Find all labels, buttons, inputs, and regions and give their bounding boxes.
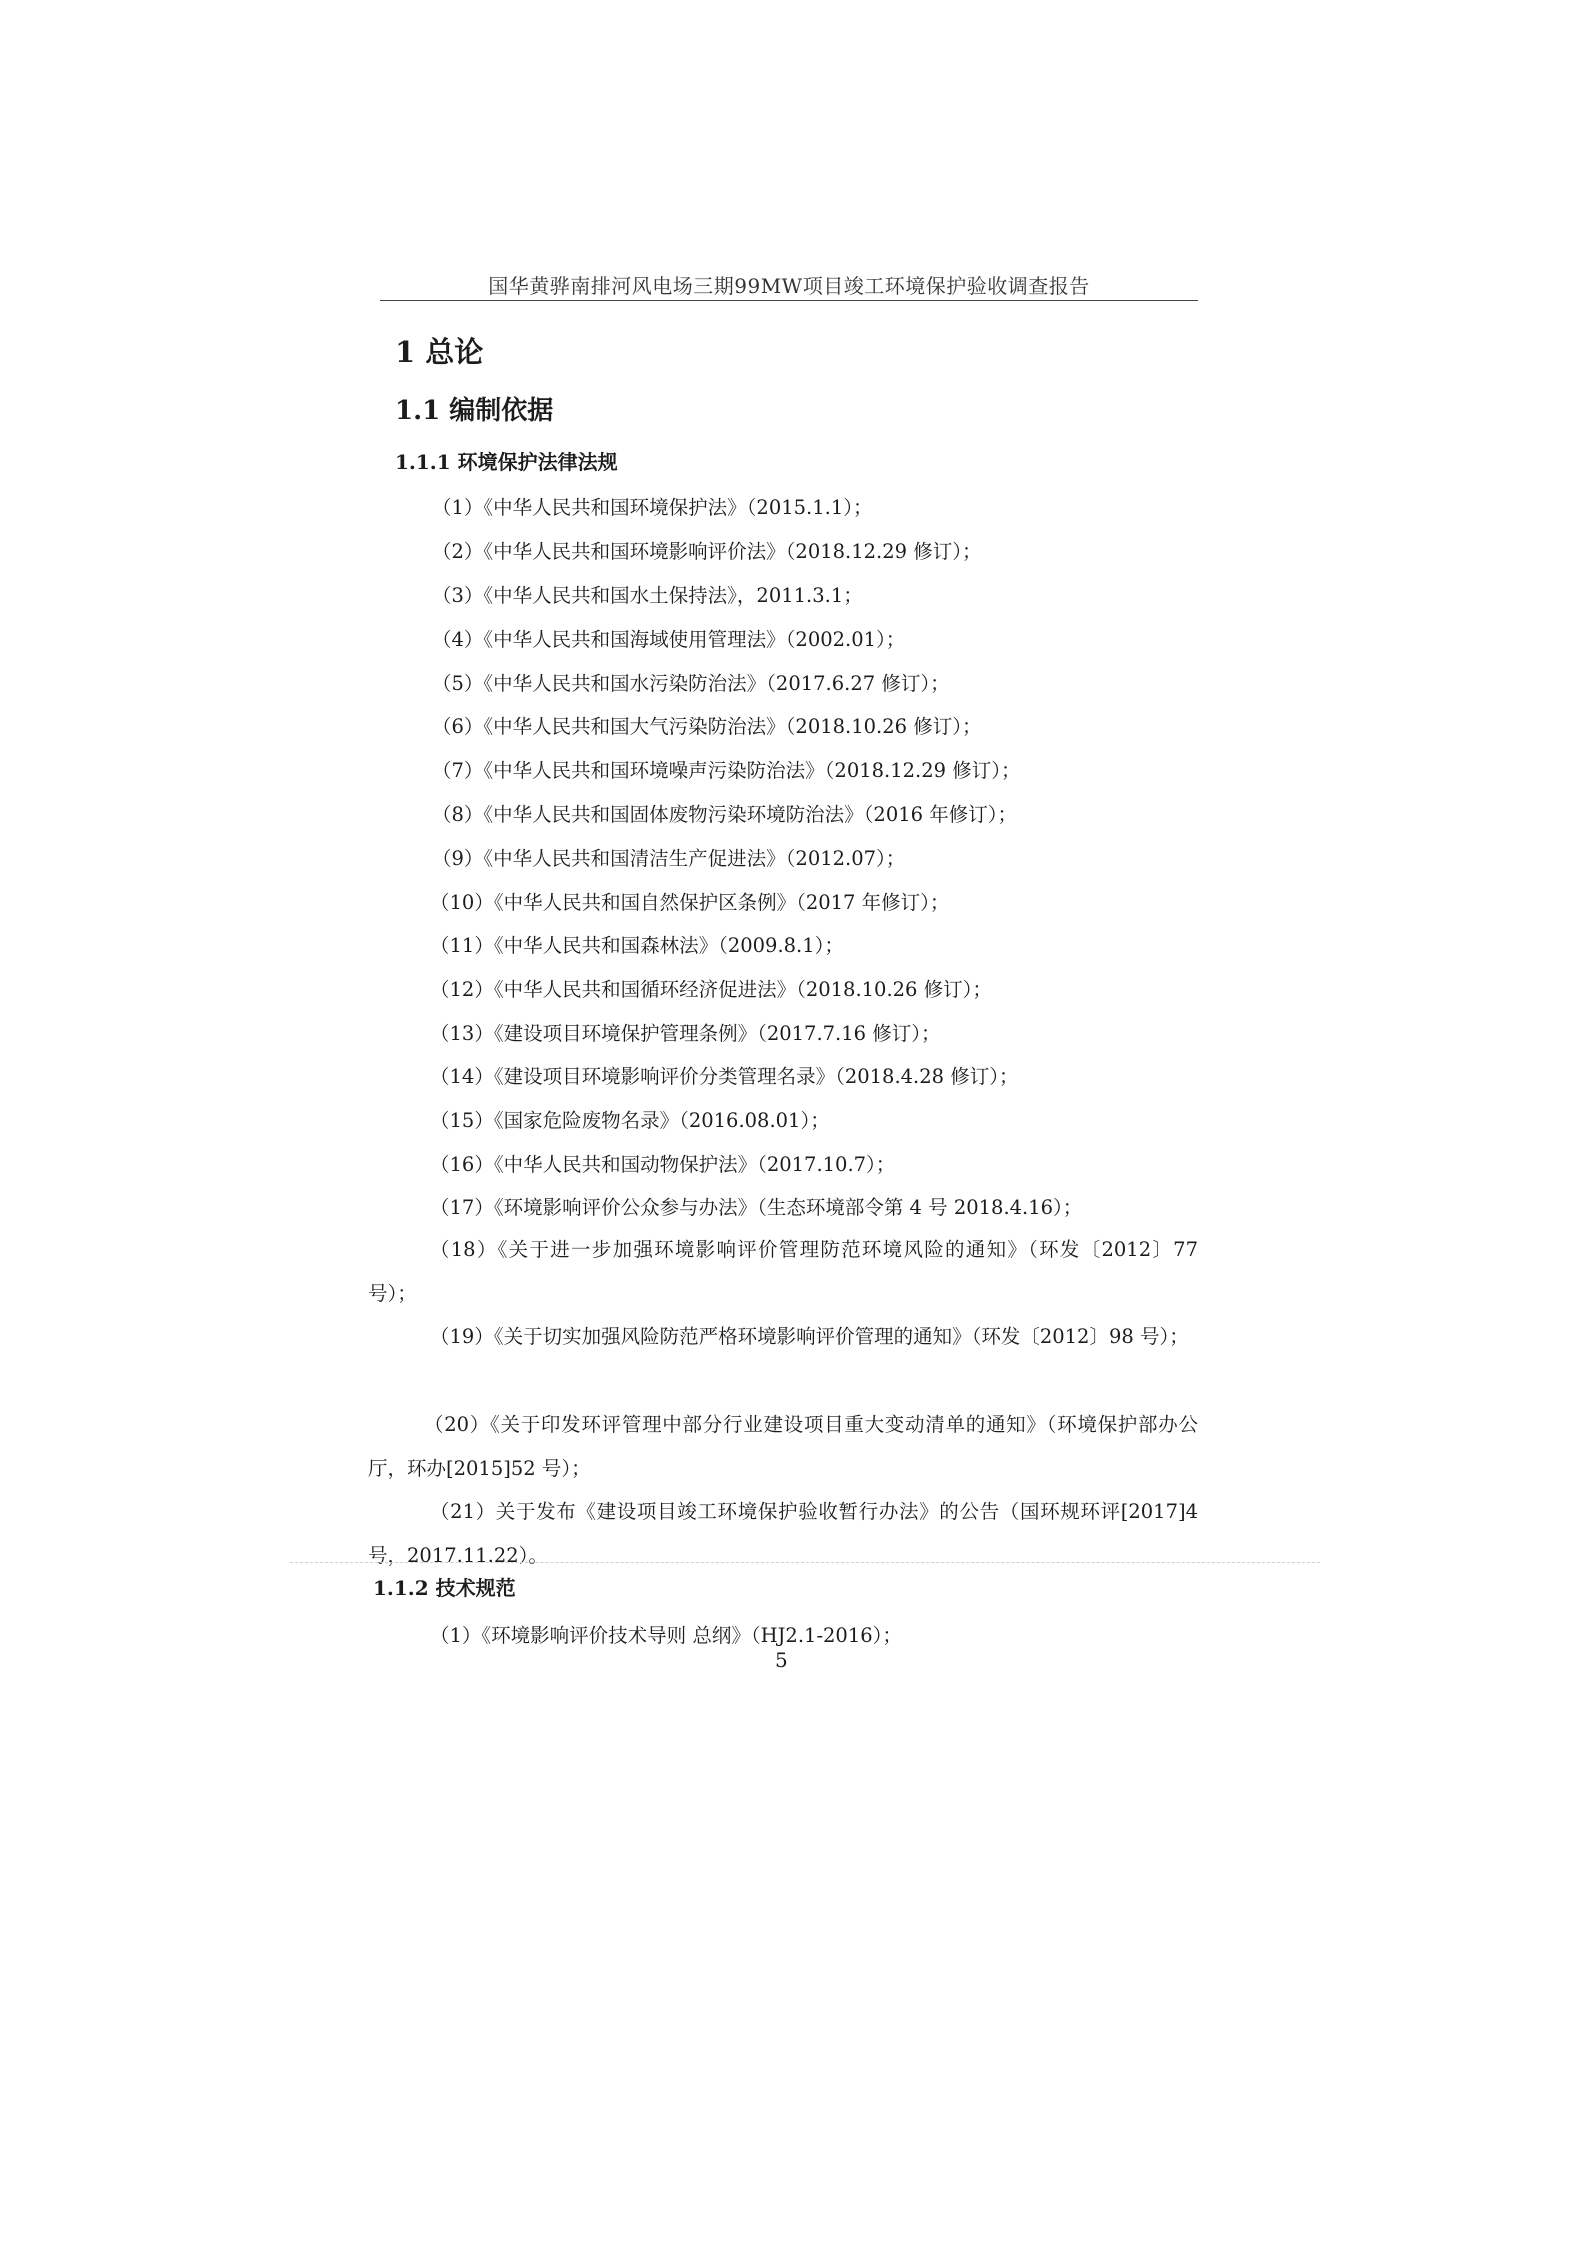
list-item: （1）《环境影响评价技术导则 总纲》（HJ2.1-2016）； [430, 1624, 902, 1647]
running-header: 国华黄骅南排河风电场三期99MW项目竣工环境保护验收调查报告 [488, 274, 1090, 298]
list-item: （14）《建设项目环境影响评价分类管理名录》（2018.4.28 修订）； [430, 1065, 1019, 1088]
list-item: （5）《中华人民共和国水污染防治法》（2017.6.27 修订）； [432, 672, 950, 695]
page-number: 5 [775, 1648, 788, 1672]
subsection-title-laws: 1.1.1 环境保护法律法规 [395, 450, 618, 474]
list-item: （17）《环境影响评价公众参与办法》（生态环境部令第 4 号 2018.4.16）； [430, 1196, 1083, 1219]
list-item: （10）《中华人民共和国自然保护区条例》（2017 年修订）； [430, 891, 950, 914]
subsection-title-technical: 1.1.2 技术规范 [373, 1576, 516, 1600]
section-title: 1.1 编制依据 [395, 396, 554, 426]
scan-artifact-line [290, 1562, 1320, 1563]
list-item: （11）《中华人民共和国森林法》（2009.8.1）； [430, 934, 844, 957]
list-item: （1）《中华人民共和国环境保护法》（2015.1.1）； [432, 496, 873, 519]
header-rule [380, 300, 1198, 301]
list-item: （18）《关于进一步加强环境影响评价管理防范环境风险的通知》（环发〔2012〕77 号）； [368, 1238, 1198, 1305]
list-item: （15）《国家危险废物名录》（2016.08.01）； [430, 1109, 830, 1132]
chapter-title: 1 总论 [395, 335, 484, 369]
list-item: （6）《中华人民共和国大气污染防治法》（2018.10.26 修订）； [432, 715, 982, 738]
list-item: （12）《中华人民共和国循环经济促进法》（2018.10.26 修订）； [430, 978, 992, 1001]
list-item: （20）《关于印发环评管理中部分行业建设项目重大变动清单的通知》（环境保护部办公厅，环办[2015]52 号）； [368, 1413, 1198, 1480]
list-item: （16）《中华人民共和国动物保护法》（2017.10.7）； [430, 1153, 896, 1176]
list-item: （19）《关于切实加强风险防范严格环境影响评价管理的通知》（环发〔2012〕98 号）； [430, 1325, 1189, 1348]
list-item: （9）《中华人民共和国清洁生产促进法》（2012.07）； [432, 847, 906, 870]
list-item: （13）《建设项目环境保护管理条例》（2017.7.16 修订）； [430, 1022, 941, 1045]
list-item: （7）《中华人民共和国环境噪声污染防治法》（2018.12.29 修订）； [432, 759, 1021, 782]
list-item: （21）关于发布《建设项目竣工环境保护验收暂行办法》的公告（国环规环评[2017]4 号，2017.11.22）。 [368, 1500, 1198, 1567]
list-item: （8）《中华人民共和国固体废物污染环境防治法》（2016 年修订）； [432, 803, 1017, 826]
list-item: （2）《中华人民共和国环境影响评价法》（2018.12.29 修订）； [432, 540, 982, 563]
list-item: （4）《中华人民共和国海域使用管理法》（2002.01）； [432, 628, 906, 651]
list-item: （3）《中华人民共和国水土保持法》，2011.3.1； [432, 584, 863, 607]
